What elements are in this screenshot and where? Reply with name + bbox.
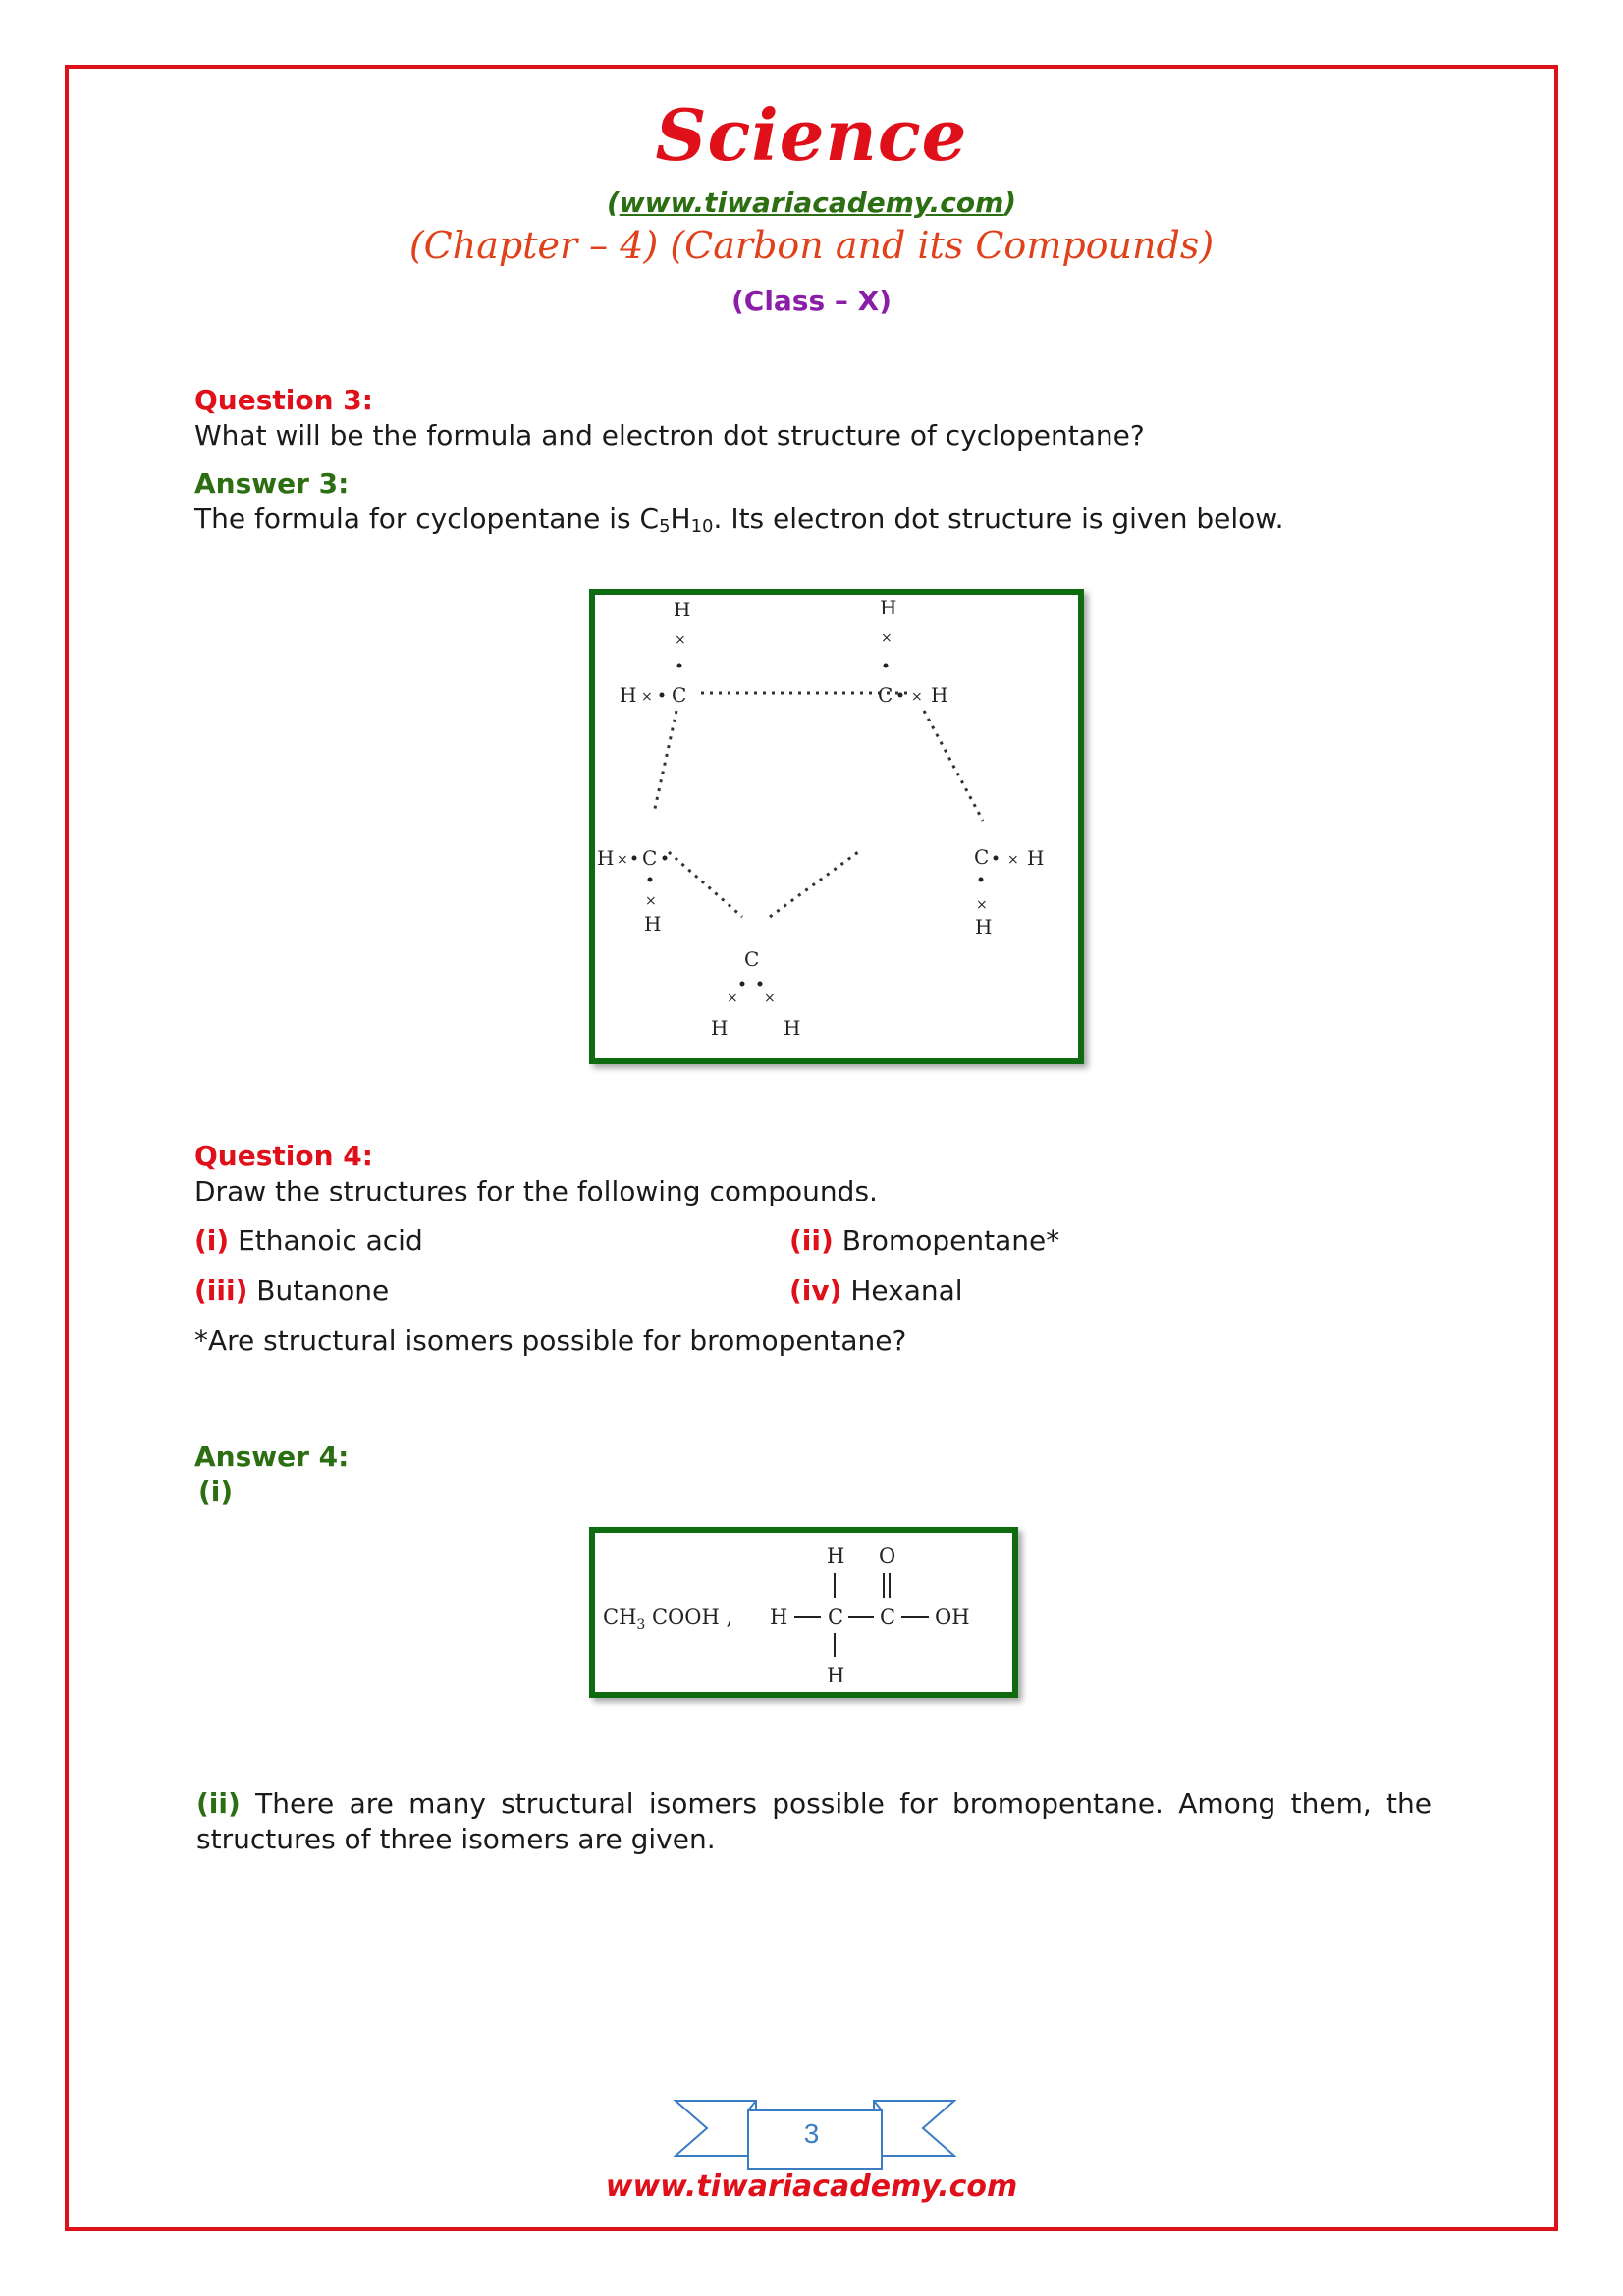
- cross-mark: ×: [764, 990, 776, 1006]
- h-left-2: H: [597, 846, 615, 870]
- atom-o: O: [879, 1544, 896, 1568]
- electron-dot: [740, 982, 745, 987]
- atom-c-1: C: [828, 1605, 844, 1629]
- site-close-paren: ): [1003, 187, 1017, 219]
- subscript-10: 10: [690, 516, 714, 537]
- ethanoic-acid-structure: [595, 1533, 1012, 1692]
- item-text: Bromopentane*: [833, 1224, 1060, 1256]
- carbon-5: C: [744, 947, 760, 971]
- answer-4-part-2-text: There are many structural isomers possible for bromopentane. Among them, the structures of three isomers are given.: [196, 1788, 1432, 1855]
- cross-mark: ×: [641, 689, 653, 705]
- answer-4-part-2: [196, 1787, 1432, 1857]
- question-3: [194, 383, 1432, 454]
- answer-3: [194, 466, 1432, 545]
- item-ethanoic-acid: [194, 1223, 423, 1258]
- h-right-1: H: [931, 683, 948, 707]
- ethanoic-acid-figure: [589, 1527, 1018, 1698]
- answer-3-label: Answer 3:: [194, 467, 350, 500]
- answer-3-text-start: The formula for cyclopentane is C: [194, 503, 660, 535]
- cross-mark: ×: [911, 689, 923, 705]
- question-4: [194, 1139, 1432, 1209]
- answer-3-h: H: [670, 503, 691, 535]
- h-right-bottom: H: [975, 915, 993, 938]
- cross-mark: ×: [1007, 852, 1019, 868]
- cross-mark: ×: [675, 632, 686, 648]
- h-bottom-2: H: [784, 1016, 801, 1040]
- cross-mark: ×: [976, 897, 988, 913]
- electron-dot: [663, 856, 668, 861]
- site-open-paren: (: [606, 187, 620, 219]
- page-number: 3: [803, 2118, 820, 2149]
- cross-mark: ×: [617, 852, 628, 868]
- atom-oh: OH: [935, 1605, 970, 1629]
- footer-url-link[interactable]: www.tiwariacademy.com: [605, 2169, 1018, 2204]
- question-3-text: What will be the formula and electron dot structure of cyclopentane?: [194, 419, 1145, 452]
- cross-mark: ×: [881, 630, 893, 646]
- electron-dot: [632, 856, 637, 861]
- ethanoic-formula: $CH_3$ COOH ,: [603, 1605, 733, 1632]
- electron-dot: [979, 878, 984, 882]
- electron-dot: [758, 982, 763, 987]
- item-text: Butanone: [247, 1274, 390, 1307]
- item-hexanal: [789, 1273, 963, 1308]
- item-butanone: [194, 1273, 389, 1308]
- item-num: (i): [194, 1224, 230, 1256]
- site-url-link[interactable]: www.tiwariacademy.com: [619, 187, 1004, 219]
- cyclopentane-structure: [595, 595, 1078, 1058]
- carbon-1: C: [672, 683, 687, 707]
- electron-dot: [677, 664, 682, 668]
- subscript-5: 5: [659, 516, 671, 537]
- h-top-right: H: [880, 596, 897, 619]
- atom-h-left: H: [770, 1605, 788, 1629]
- carbon-3: C: [642, 846, 658, 870]
- answer-3-text-end: . Its electron dot structure is given below.: [713, 503, 1284, 535]
- electron-dot: [884, 664, 889, 668]
- cyclopentane-figure: [589, 589, 1084, 1064]
- atom-h-bottom: H: [827, 1664, 845, 1687]
- answer-4: [194, 1439, 1432, 1510]
- h-left-1: H: [620, 683, 637, 707]
- h-bottom-1: H: [711, 1016, 729, 1040]
- item-bromopentane: [789, 1223, 1059, 1258]
- chapter-title: (Chapter – 4) (Carbon and its Compounds): [408, 224, 1215, 267]
- h-top-left: H: [674, 598, 691, 621]
- answer-3-text: [194, 502, 1432, 545]
- h-right-2: H: [1027, 846, 1045, 870]
- answer-4-part-2-label: (ii): [196, 1788, 241, 1820]
- atom-c-2: C: [880, 1605, 896, 1629]
- electron-dot: [898, 693, 903, 698]
- electron-dot: [648, 878, 653, 882]
- question-4-note: *Are structural isomers possible for bromopentane?: [194, 1324, 907, 1357]
- cross-mark: ×: [727, 990, 738, 1006]
- item-num: (iv): [789, 1274, 842, 1307]
- question-4-text: Draw the structures for the following compounds.: [194, 1175, 878, 1207]
- question-3-label: Question 3:: [194, 384, 373, 416]
- answer-4-label: Answer 4:: [194, 1440, 350, 1472]
- carbon-2: C: [878, 683, 893, 707]
- electron-dot: [994, 856, 999, 861]
- item-text: Hexanal: [841, 1274, 963, 1307]
- class-label: (Class – X): [730, 285, 893, 317]
- answer-4-part-1-label: (i): [198, 1475, 234, 1508]
- electron-dot: [660, 693, 665, 698]
- ring-bonds: [654, 693, 983, 917]
- page-title: Science: [655, 93, 968, 177]
- site-line: [0, 187, 1623, 219]
- item-text: Ethanoic acid: [229, 1224, 423, 1256]
- carbon-4: C: [974, 845, 990, 869]
- item-num: (ii): [789, 1224, 834, 1256]
- item-num: (iii): [194, 1274, 248, 1307]
- h-left-bottom: H: [644, 912, 662, 935]
- atom-h-top: H: [827, 1544, 845, 1568]
- question-4-label: Question 4:: [194, 1140, 373, 1172]
- cross-mark: ×: [645, 893, 657, 909]
